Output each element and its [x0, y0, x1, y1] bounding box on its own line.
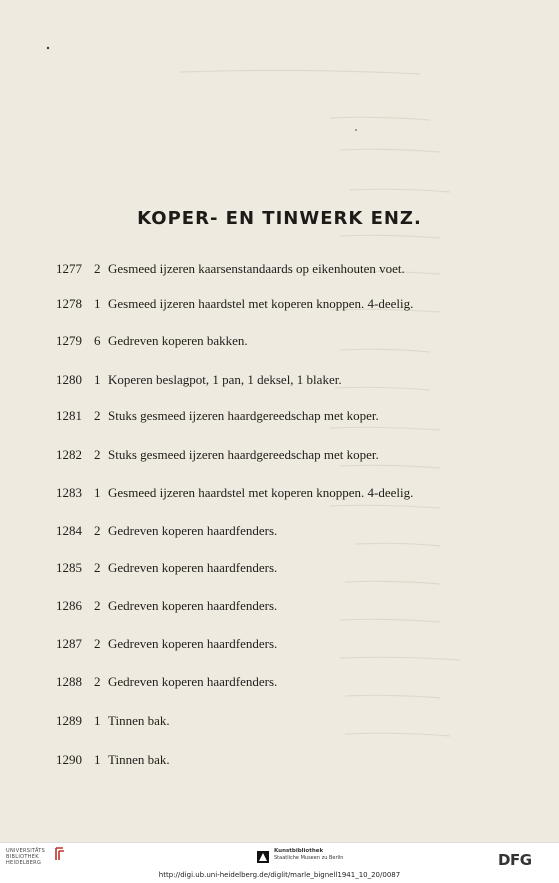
lot-quantity: 1 [94, 372, 101, 387]
kunstbibliothek-logo-icon[interactable] [256, 850, 270, 864]
lot-number: 1288 [56, 674, 82, 689]
list-item [0, 636, 559, 656]
lot-number: 1287 [56, 636, 82, 651]
list-item [0, 560, 559, 580]
lot-number: 1283 [56, 485, 82, 500]
logo-text-line: UNIVERSITÄTS [6, 848, 46, 854]
permalink-url[interactable]: http://digi.ub.uni-heidelberg.de/diglit/marle_bignell1941_10_20/0087 [158, 871, 401, 879]
list-item [0, 261, 559, 281]
lot-number: 1280 [56, 372, 82, 387]
lot-quantity: 6 [94, 333, 101, 348]
lot-quantity: 2 [94, 408, 101, 423]
lot-quantity: 2 [94, 261, 101, 276]
lot-description: Gesmeed ijzeren haardstel met koperen knoppen. 4-deelig. [108, 296, 414, 311]
lot-quantity: 1 [94, 752, 101, 767]
lot-description: Gedreven koperen bakken. [108, 333, 248, 348]
lot-number: 1282 [56, 447, 82, 462]
list-item [0, 523, 559, 543]
kb-name: Kunstbibliothek [274, 848, 324, 854]
lot-number: 1290 [56, 752, 82, 767]
logo-text-line: BIBLIOTHEK [6, 854, 39, 860]
lot-description: Gedreven koperen haardfenders. [108, 636, 278, 651]
logo-text-line: HEIDELBERG [6, 860, 42, 866]
list-item [0, 408, 559, 428]
list-item [0, 752, 559, 772]
lot-quantity: 1 [94, 296, 101, 311]
list-item [0, 713, 559, 733]
lot-quantity: 2 [94, 447, 101, 462]
lot-quantity: 1 [94, 713, 101, 728]
dfg-logo[interactable]: DFG [498, 851, 532, 869]
lot-number: 1277 [56, 261, 82, 276]
page-title: KOPER- EN TINWERK ENZ. [137, 208, 422, 229]
list-item [0, 674, 559, 694]
university-crest-icon [54, 846, 66, 862]
lot-quantity: 1 [94, 485, 101, 500]
lot-description: Gedreven koperen haardfenders. [108, 560, 278, 575]
lot-number: 1289 [56, 713, 82, 728]
lot-quantity: 2 [94, 598, 101, 613]
lot-description: Stuks gesmeed ijzeren haardgereedschap met koper. [108, 408, 379, 423]
lot-description: Gedreven koperen haardfenders. [108, 523, 278, 538]
lot-description: Gedreven koperen haardfenders. [108, 598, 278, 613]
lot-quantity: 2 [94, 674, 101, 689]
lot-description: Gesmeed ijzeren kaarsenstandaards op eikenhouten voet. [108, 261, 405, 276]
list-item [0, 372, 559, 392]
lot-description: Gesmeed ijzeren haardstel met koperen knoppen. 4-deelig. [108, 485, 414, 500]
list-item [0, 296, 559, 316]
lot-quantity: 2 [94, 523, 101, 538]
list-item [0, 447, 559, 467]
list-item [0, 485, 559, 505]
lot-description: Tinnen bak. [108, 752, 170, 767]
lot-quantity: 2 [94, 636, 101, 651]
lot-number: 1285 [56, 560, 82, 575]
lot-number: 1278 [56, 296, 82, 311]
list-item [0, 598, 559, 618]
kb-subtitle: Staatliche Museen zu Berlin [274, 855, 344, 861]
lot-description: Gedreven koperen haardfenders. [108, 674, 278, 689]
list-item [0, 333, 559, 353]
lot-number: 1284 [56, 523, 82, 538]
lot-quantity: 2 [94, 560, 101, 575]
lot-description: Tinnen bak. [108, 713, 170, 728]
kunstbibliothek-label [274, 848, 343, 861]
lot-description: Stuks gesmeed ijzeren haardgereedschap met koper. [108, 447, 379, 462]
lot-description: Koperen beslagpot, 1 pan, 1 deksel, 1 blaker. [108, 372, 342, 387]
lot-number: 1279 [56, 333, 82, 348]
lot-number: 1281 [56, 408, 82, 423]
lot-number: 1286 [56, 598, 82, 613]
